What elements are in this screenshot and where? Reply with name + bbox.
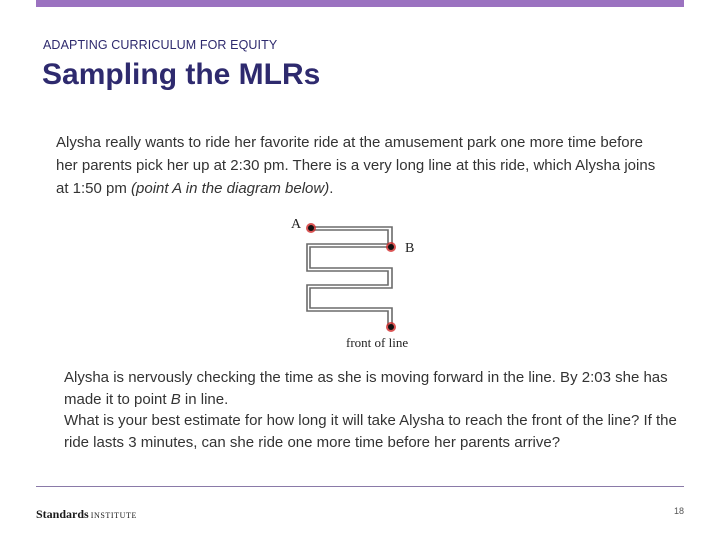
point-b-marker — [386, 242, 396, 252]
label-a: A — [291, 217, 302, 232]
question-line1-before: Alysha is nervously checking the time as she is moving forward in the line. By 2:03 she has made it to point — [64, 369, 668, 408]
point-a-marker — [306, 223, 316, 233]
brand-word-bold: Standards — [36, 507, 89, 521]
queue-line-path — [307, 227, 392, 326]
question-point-b: B — [170, 390, 181, 408]
intro-paragraph — [56, 131, 656, 200]
question-paragraph — [64, 367, 684, 453]
page-number: 18 — [673, 506, 684, 516]
question-line2: What is your best estimate for how long it will take Alysha to reach the front of the line? If the ride lasts 3 minutes, can she ride one more time before her parents arrive? — [64, 412, 677, 451]
label-front-of-line: front of line — [346, 335, 409, 350]
front-of-line-marker — [386, 322, 396, 332]
intro-italic: (point A in the diagram below) — [131, 180, 330, 197]
footer-divider — [36, 486, 684, 487]
brand-word-caps: INSTITUTE — [90, 511, 137, 520]
slide-title: Sampling the MLRs — [42, 58, 321, 91]
intro-text: Alysha really wants to ride her favorite ride at the amusement park one more time before her parents pick her up at 2:30 pm. There is a very long line at this ride, which Alysha joins at 1:50 pm — [56, 134, 656, 197]
question-line1-after: in line. — [180, 390, 229, 408]
top-accent-bar — [36, 0, 684, 7]
queue-diagram — [282, 210, 442, 358]
intro-end: . — [329, 180, 334, 197]
label-b: B — [405, 241, 415, 256]
section-eyebrow: ADAPTING CURRICULUM FOR EQUITY — [43, 38, 278, 52]
standards-institute-logo — [36, 505, 137, 523]
